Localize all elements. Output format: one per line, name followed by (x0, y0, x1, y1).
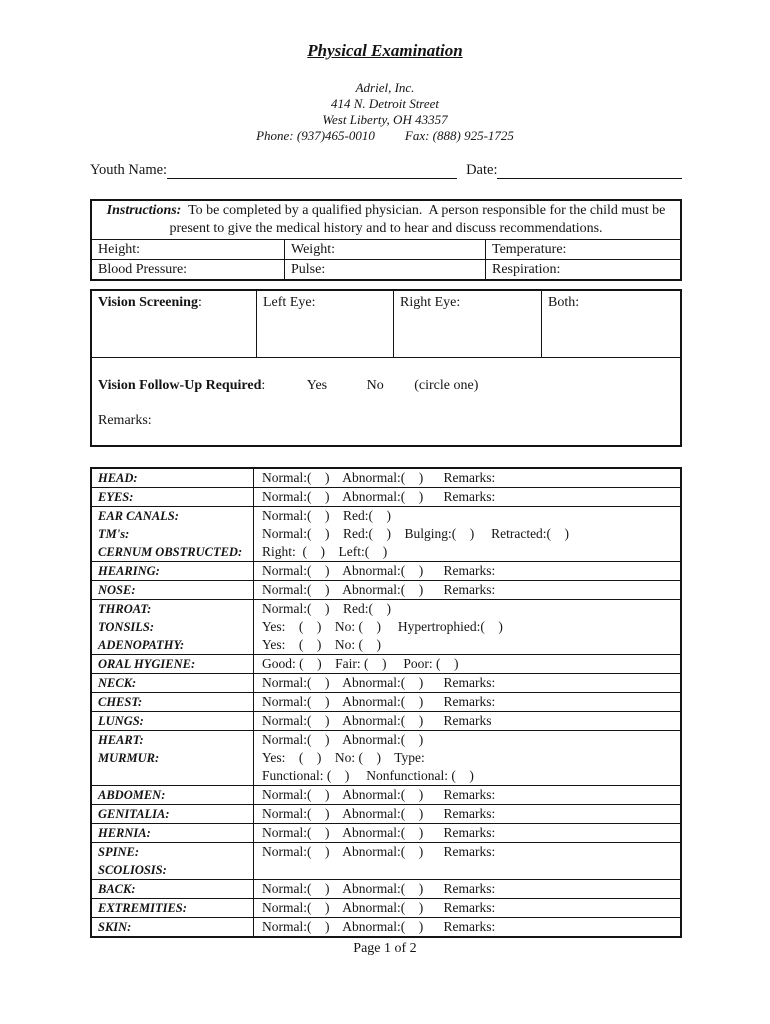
exam-field-line[interactable]: Normal:( ) Abnormal:( ) Remarks: (262, 582, 496, 597)
exam-row-label (92, 562, 254, 580)
vitals-row-1 (92, 239, 680, 259)
page-number: Page 1 of 2 (353, 941, 417, 956)
exam-row-label (92, 824, 254, 842)
exam-label-line: ORAL HYGIENE: (98, 657, 196, 671)
exam-row-label (92, 655, 254, 673)
exam-row-label (92, 805, 254, 823)
exam-field-line[interactable]: Normal:( ) Abnormal:( ) Remarks: (262, 489, 496, 504)
exam-label-line: GENITALIA: (98, 807, 170, 821)
exam-field-line[interactable]: Normal:( ) Red:( ) (262, 508, 391, 523)
exam-field-line[interactable]: Yes: ( ) No: ( ) Hypertrophied:( ) (262, 619, 503, 634)
right-eye-field[interactable]: Right Eye: (394, 291, 542, 357)
exam-field-line[interactable]: Functional: ( ) Nonfunctional: ( ) (262, 768, 474, 783)
exam-label-line: HERNIA: (98, 826, 151, 840)
exam-field-line[interactable]: Normal:( ) Abnormal:( ) Remarks: (262, 470, 496, 485)
exam-row-label (92, 507, 254, 561)
circle-one-hint: (circle one) (414, 378, 479, 393)
temperature-field[interactable]: Temperature: (485, 240, 680, 259)
exam-label-line: CHEST: (98, 695, 143, 709)
exam-row-fields (254, 581, 680, 599)
exam-row-fields (254, 899, 680, 917)
exam-label-line: CERNUM OBSTRUCTED: (98, 545, 243, 559)
exam-row (92, 711, 680, 730)
exam-row (92, 898, 680, 917)
exam-field-line[interactable]: Good: ( ) Fair: ( ) Poor: ( ) (262, 656, 459, 671)
exam-row-fields (254, 655, 680, 673)
exam-field-line[interactable]: Normal:( ) Abnormal:( ) Remarks: (262, 675, 496, 690)
org-phone-fax-line (0, 128, 770, 144)
exam-row-fields (254, 805, 680, 823)
exam-field-line[interactable]: Normal:( ) Red:( ) (262, 601, 391, 616)
exam-field-line[interactable]: Normal:( ) Abnormal:( ) Remarks: (262, 694, 496, 709)
exam-row-fields (254, 918, 680, 936)
exam-label-line: ADENOPATHY: (98, 638, 185, 652)
exam-label-line: HEARING: (98, 564, 160, 578)
exam-row-fields (254, 843, 680, 879)
exam-field-line[interactable]: Normal:( ) Abnormal:( ) Remarks: (262, 881, 496, 896)
exam-row-label (92, 674, 254, 692)
exam-row-fields (254, 674, 680, 692)
exam-field-line[interactable]: Normal:( ) Abnormal:( ) Remarks: (262, 825, 496, 840)
exam-label-line: EYES: (98, 490, 134, 504)
exam-row-fields (254, 600, 680, 654)
exam-label-line: LUNGS: (98, 714, 144, 728)
exam-row-label (92, 600, 254, 654)
vision-followup-label: Vision Follow-Up Required (98, 378, 262, 393)
instructions-text-block (92, 201, 680, 239)
instructions-label: Instructions: (106, 203, 182, 218)
exam-row (92, 654, 680, 673)
org-block (0, 80, 770, 144)
height-field[interactable]: Height: (98, 242, 140, 257)
youth-name-field[interactable] (167, 165, 457, 179)
exam-row (92, 917, 680, 936)
exam-field-line[interactable]: Normal:( ) Abnormal:( ) Remarks: (262, 806, 496, 821)
exam-row-label (92, 581, 254, 599)
exam-row (92, 599, 680, 654)
exam-row (92, 823, 680, 842)
name-date-line (90, 162, 682, 179)
examination-table (90, 467, 682, 938)
exam-row (92, 692, 680, 711)
exam-row-fields (254, 786, 680, 804)
vision-remarks-field[interactable]: Remarks: (98, 413, 152, 428)
exam-row-label (92, 880, 254, 898)
org-name: Adriel, Inc. (355, 80, 415, 95)
exam-label-line: MURMUR: (98, 751, 160, 765)
exam-label-line: TM's: (98, 527, 130, 541)
exam-row (92, 804, 680, 823)
exam-field-line[interactable]: Right: ( ) Left:( ) (262, 544, 388, 559)
vision-screening-label: Vision Screening (98, 295, 198, 310)
exam-label-line: BACK: (98, 882, 136, 896)
exam-field-line[interactable]: Normal:( ) Abnormal:( ) Remarks: (262, 787, 496, 802)
page-title: Physical Examination (307, 41, 463, 60)
exam-label-line: THROAT: (98, 602, 152, 616)
exam-row-fields (254, 469, 680, 487)
org-fax: Fax: (888) 925-1725 (404, 128, 514, 143)
exam-field-line[interactable]: Normal:( ) Abnormal:( ) Remarks: (262, 900, 496, 915)
exam-label-line: EAR CANALS: (98, 509, 179, 523)
exam-label-line: ABDOMEN: (98, 788, 166, 802)
exam-field-line[interactable]: Normal:( ) Abnormal:( ) Remarks: (262, 844, 496, 859)
exam-label-line: SKIN: (98, 920, 132, 934)
exam-row (92, 561, 680, 580)
vision-screening-table (90, 289, 682, 447)
exam-row-fields (254, 712, 680, 730)
exam-row (92, 730, 680, 785)
exam-row-label (92, 469, 254, 487)
exam-row-label (92, 899, 254, 917)
exam-row-fields (254, 488, 680, 506)
exam-label-line: HEART: (98, 733, 144, 747)
vision-followup-colon: : (261, 378, 266, 393)
youth-name-label: Youth Name: (90, 162, 168, 178)
exam-field-line[interactable]: Normal:( ) Abnormal:( ) Remarks (262, 713, 492, 728)
exam-row-label (92, 488, 254, 506)
exam-field-line[interactable]: Yes: ( ) No: ( ) (262, 637, 382, 652)
exam-row (92, 487, 680, 506)
exam-label-line: HEAD: (98, 471, 138, 485)
exam-label-line: SCOLIOSIS: (98, 863, 167, 877)
date-label: Date: (466, 162, 498, 178)
exam-label-line: NECK: (98, 676, 137, 690)
exam-field-line[interactable]: Normal:( ) Abnormal:( ) Remarks: (262, 563, 496, 578)
exam-field-line[interactable]: Normal:( ) Red:( ) Bulging:( ) Retracted:( ) (262, 526, 570, 541)
org-phone: Phone: (937)465-0010 (256, 128, 375, 143)
exam-row-label (92, 918, 254, 936)
instructions-vitals-table (90, 199, 682, 281)
exam-row (92, 879, 680, 898)
vitals-row-2 (92, 259, 680, 279)
vision-screening-header (92, 291, 257, 357)
exam-label-line: SPINE: (98, 845, 139, 859)
exam-row-fields (254, 880, 680, 898)
left-eye-field[interactable]: Left Eye: (257, 291, 394, 357)
weight-field[interactable]: Weight: (284, 240, 485, 259)
instructions-text: To be completed by a qualified physician. A person responsible for the child must be present to give the medical history and to hear and discuss recommendations. (169, 203, 669, 236)
vision-followup-yes-option[interactable]: Yes (306, 378, 328, 393)
vision-followup-no-option[interactable]: No (366, 378, 384, 393)
vision-followup-section (92, 358, 680, 429)
exam-label-line: NOSE: (98, 583, 136, 597)
exam-label-line: EXTREMITIES: (98, 901, 187, 915)
exam-row (92, 785, 680, 804)
date-field[interactable] (497, 165, 682, 179)
org-street: 414 N. Detroit Street (330, 96, 440, 111)
vision-followup-line (98, 378, 674, 394)
exam-label-line: TONSILS: (98, 620, 155, 634)
exam-row-label (92, 693, 254, 711)
exam-field-line[interactable]: Normal:( ) Abnormal:( ) Remarks: (262, 919, 496, 934)
pulse-field[interactable]: Pulse: (284, 260, 485, 279)
exam-row-fields (254, 507, 680, 561)
both-eyes-field[interactable]: Both: (548, 295, 580, 310)
vision-screening-colon: : (197, 295, 202, 310)
exam-row-fields (254, 731, 680, 785)
exam-field-line[interactable]: Yes: ( ) No: ( ) Type: (262, 750, 425, 765)
exam-row-fields (254, 693, 680, 711)
exam-row (92, 673, 680, 692)
exam-row-label (92, 712, 254, 730)
exam-row-label (92, 843, 254, 879)
exam-row-label (92, 786, 254, 804)
respiration-field[interactable]: Respiration: (485, 260, 680, 279)
exam-row (92, 842, 680, 879)
exam-field-line[interactable]: Normal:( ) Abnormal:( ) (262, 732, 424, 747)
exam-row-fields (254, 562, 680, 580)
exam-row-label (92, 731, 254, 785)
exam-row (92, 506, 680, 561)
org-city: West Liberty, OH 43357 (322, 112, 448, 127)
exam-row-fields (254, 824, 680, 842)
exam-row (92, 469, 680, 487)
vision-screening-row (92, 291, 680, 358)
blood-pressure-field[interactable]: Blood Pressure: (98, 262, 188, 277)
exam-row (92, 580, 680, 599)
